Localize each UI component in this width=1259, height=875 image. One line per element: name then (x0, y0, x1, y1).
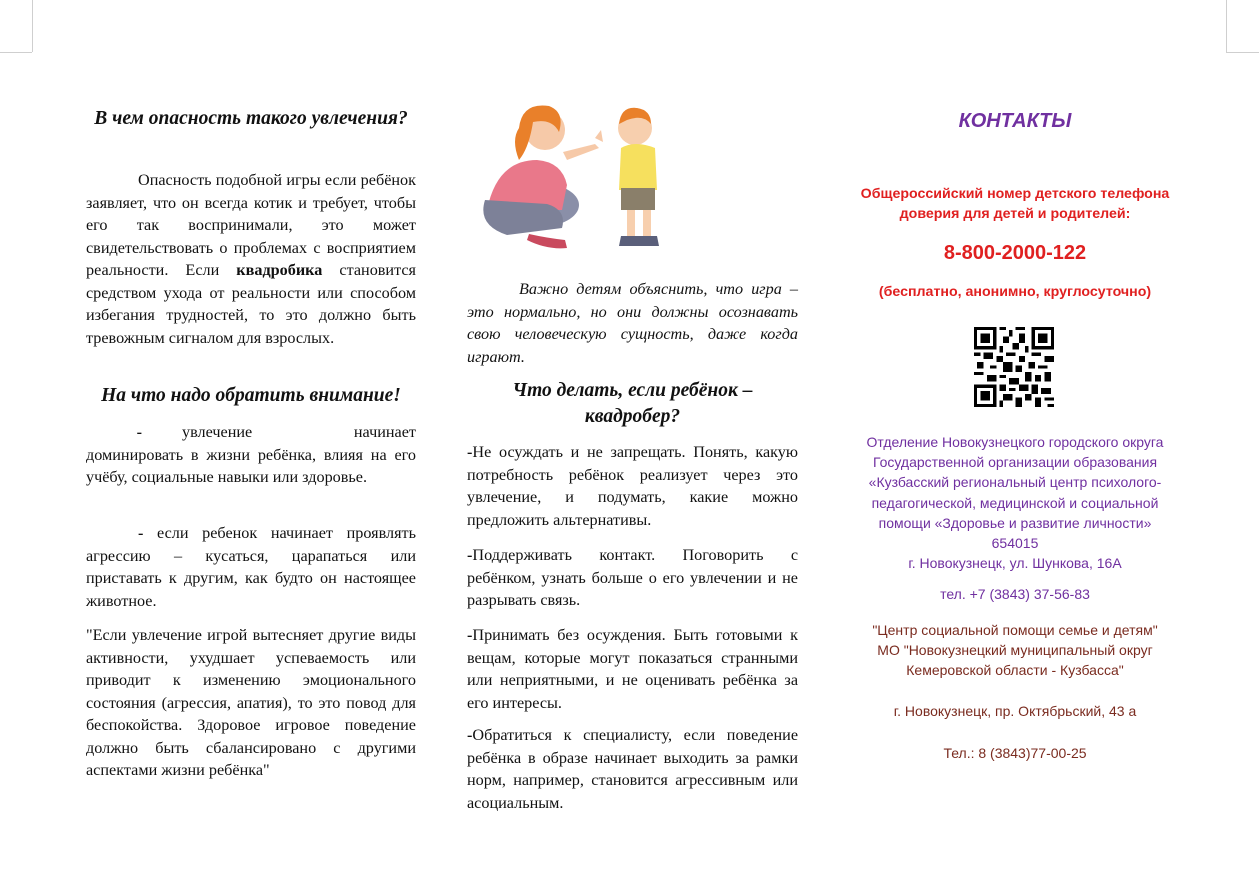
organization-1: Отделение Новокузнецкого городского округа Государственной организации образования «Кузбасский региональный центр психолого- педагогической, медицинской и социальной помощи «Здоровье и развитие личности» 654015 г. Новокузнецк, ул. Шункова, 16А (845, 432, 1185, 573)
attention-item-1: - увлечение начинает доминировать в жизни ребёнка, влияя на его учёбу, социальные навыки или здоровье. (86, 423, 416, 486)
danger-heading: В чем опасность такого увлечения? (94, 108, 408, 129)
helpline-description: Общероссийский номер детского телефона доверия для детей и родителей: (860, 186, 1170, 222)
quote-paragraph: "Если увлечение игрой вытесняет другие виды активности, ухудшает успеваемость или приводит к изменению эмоционального состояния (агрессия, апатия), то это повод для беспокойства. Здоровое игровое поведение должно быть сбалансировано с другими аспектами жизни ребёнка" (86, 626, 416, 779)
contacts-title: КОНТАКТЫ (958, 110, 1072, 132)
organization-1-phone[interactable]: тел. +7 (3843) 37-56-83 (940, 586, 1090, 602)
advice-item-3: -Принимать без осуждения. Быть готовыми к вещам, которые могут показаться странными или неприятными, и не оценивать ребёнка за его интересы. (467, 626, 798, 712)
what-to-do-heading: Что делать, если ребёнок – квадробер? (512, 380, 753, 427)
helpline-phone[interactable]: 8-800-2000-122 (943, 242, 1087, 264)
helpline-note: (бесплатно, анонимно, круглосуточно) (878, 284, 1152, 300)
organization-2: "Центр социальной помощи семье и детям" МО "Новокузнецкий муниципальный округ Кемеровской области - Кузбасса" (872, 622, 1158, 679)
organization-1-address: г. Новокузнецк, ул. Шункова, 16А (908, 555, 1122, 572)
mother-and-child-illustration (467, 100, 697, 260)
advice-item-1: -Не осуждать и не запрещать. Понять, какую потребность ребёнок реализует через это увлечение, и подумать, какие можно предложить альтернативы. (467, 443, 798, 529)
qr-code-icon[interactable] (974, 327, 1054, 407)
danger-paragraph: Опасность подобной игры если ребёнок заявляет, что он всегда котик и требует, чтобы его так воспринимали, это может свидетельствовать о проблемах с восприятием реальности. Если квадробика становится средством ухода от реальности или способом избегания трудностей, то это должно быть тревожным сигналом для взрослых. (86, 171, 416, 347)
attention-item-2: - если ребенок начинает проявлять агрессию – кусаться, царапаться или приставать к другим, как будто он настоящее животное. (86, 524, 416, 610)
advice-item-4: -Обратиться к специалисту, если поведение ребёнка в образе начинает выходить за рамки норм, например, становится агрессивным или асоциальным. (467, 726, 798, 812)
advice-item-2: -Поддерживать контакт. Поговорить с ребёнком, узнать больше о его увлечении и не разрывать связь. (467, 546, 798, 609)
important-note: Важно детям объяснить, что игра – это нормально, но они должны осознавать свою человеческую сущность, даже когда играют. (467, 280, 798, 366)
organization-2-phone[interactable]: Тел.: 8 (3843)77-00-25 (943, 745, 1087, 761)
attention-heading: На что надо обратить внимание! (101, 385, 401, 406)
organization-2-address: г. Новокузнецк, пр. Октябрьский, 43 а (893, 703, 1137, 719)
